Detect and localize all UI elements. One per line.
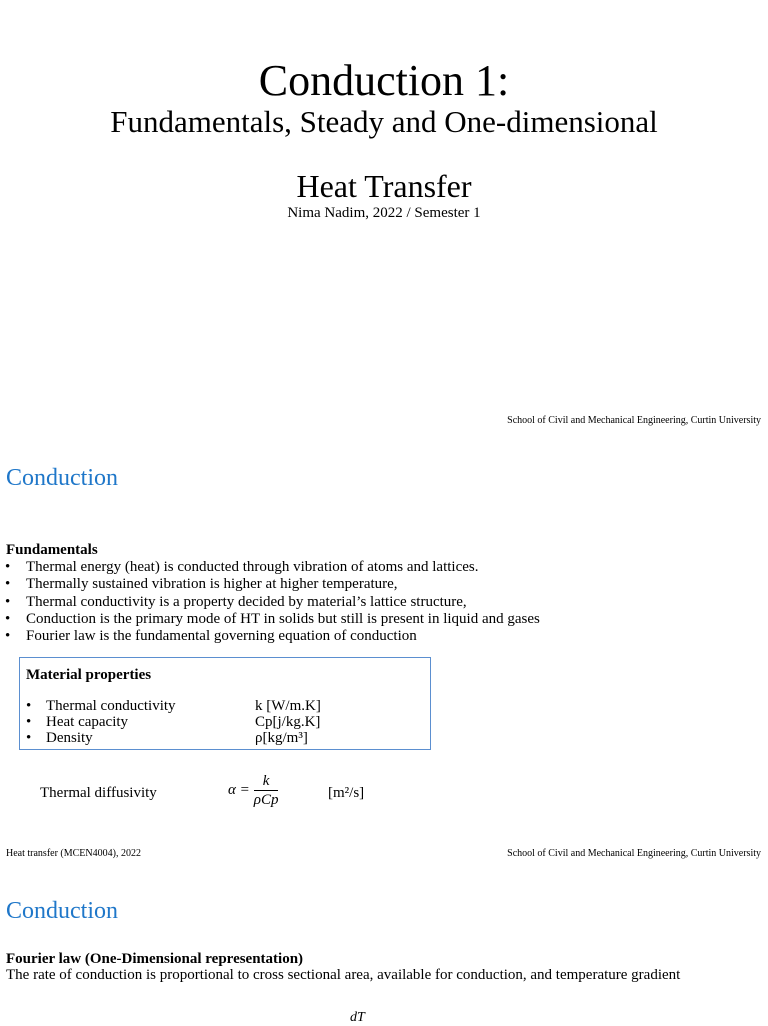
bullet-icon: • (26, 714, 32, 730)
equation-denominator: ρCp (253, 792, 279, 808)
bullet-icon: • (26, 698, 32, 714)
bullet-icon: • (5, 628, 11, 645)
equation-fraction (254, 772, 279, 809)
bullet-icon: • (5, 576, 11, 593)
thermal-diffusivity-label: Thermal diffusivity (40, 785, 157, 801)
material-property-unit: ρ[kg/m³] (255, 730, 308, 746)
material-property-unit: k [W/m.K] (255, 698, 321, 714)
slide2-footer-right: School of Civil and Mechanical Engineering, Curtin University (507, 848, 761, 859)
thermal-diffusivity-equation (228, 772, 278, 809)
equation-numerator: k (254, 772, 279, 791)
slide3-heading: Conduction (6, 898, 118, 924)
list-item (4, 559, 540, 576)
slide2-footer-left: Heat transfer (MCEN4004), 2022 (6, 848, 141, 859)
bullet-icon: • (5, 610, 11, 627)
material-properties-title: Material properties (26, 667, 152, 683)
slide1-subtitle: Fundamentals, Steady and One-dimensional (110, 104, 658, 139)
material-property-unit: Cp[j/kg.K] (255, 714, 321, 730)
material-properties-box (19, 657, 431, 750)
slide3-body-text: The rate of conduction is proportional to cross sectional area, available for conduction, and temperature gradient (6, 967, 681, 983)
bullet-icon: • (5, 593, 11, 610)
slide2-heading: Conduction (6, 465, 118, 491)
slide2-subheading: Fundamentals (6, 542, 98, 558)
list-item-text: Conduction is the primary mode of HT in solids but still is present in liquid and gases (26, 610, 540, 627)
material-property-name: Heat capacity (46, 714, 129, 730)
material-property-name: Thermal conductivity (46, 698, 176, 714)
list-item-text: Thermally sustained vibration is higher at higher temperature, (26, 576, 398, 593)
list-item (4, 594, 540, 611)
author-line: Nima Nadim, 2022 / Semester 1 (287, 205, 481, 221)
list-item (4, 628, 540, 645)
bullet-icon: • (26, 730, 32, 746)
material-property-name: Density (46, 730, 93, 746)
slide1-footer-right: School of Civil and Mechanical Engineering, Curtin University (507, 415, 761, 426)
list-item (4, 611, 540, 628)
fourier-equation-numerator: dT (350, 1010, 365, 1025)
list-item (4, 576, 540, 593)
slide3-subheading: Fourier law (One-Dimensional representation) (6, 951, 304, 967)
list-item-text: Fourier law is the fundamental governing equation of conduction (26, 628, 417, 645)
thermal-diffusivity-units: [m²/s] (328, 785, 365, 801)
list-item-text: Thermal energy (heat) is conducted through vibration of atoms and lattices. (26, 559, 479, 575)
equation-lhs: α = (228, 781, 250, 798)
slide1-title: Conduction 1: (258, 56, 510, 105)
bullet-icon: • (5, 559, 11, 575)
course-title: Heat Transfer (296, 168, 472, 204)
list-item-text: Thermal conductivity is a property decided by material’s lattice structure, (26, 593, 467, 610)
fundamentals-list (4, 559, 540, 645)
